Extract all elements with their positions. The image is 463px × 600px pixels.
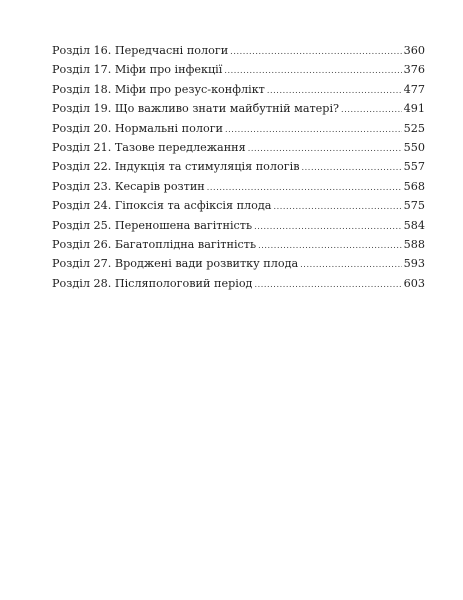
- toc-dot-leader: [230, 42, 401, 61]
- toc-entry-page: 568: [403, 179, 425, 193]
- toc-entry-page: 588: [403, 237, 425, 251]
- toc-entry-page: 550: [403, 140, 425, 154]
- toc-entry-page: 360: [403, 44, 425, 57]
- toc-entry-title: Розділ 17. Міфи про інфекції: [52, 63, 223, 77]
- toc-entry-page: 575: [403, 199, 425, 213]
- toc-dot-leader: [224, 61, 401, 80]
- toc-entry-title: Розділ 24. Гіпоксія та асфіксія плода: [52, 199, 272, 213]
- toc-entry-page: 477: [403, 82, 425, 96]
- toc-entry-page: 593: [403, 257, 425, 271]
- toc-entry: [52, 119, 425, 138]
- toc-dot-leader: [300, 255, 401, 274]
- toc-entry-title: Розділ 26. Багатоплідна вагітність: [52, 237, 257, 251]
- toc-entry-page: 603: [403, 276, 425, 290]
- toc-entry: [52, 60, 425, 79]
- toc-dot-leader: [254, 275, 401, 294]
- toc-entry: [52, 216, 425, 235]
- toc-dot-leader: [341, 100, 402, 119]
- toc-entry-title: Розділ 22. Індукція та стимуляція пологів: [52, 160, 300, 174]
- toc-entry: [52, 80, 425, 99]
- toc-entry-page: 376: [403, 63, 425, 77]
- toc-entry: [52, 177, 425, 196]
- toc-entry-page: 584: [403, 218, 425, 232]
- toc-dot-leader: [267, 81, 402, 100]
- toc-entry: [52, 235, 425, 254]
- toc-dot-leader: [302, 158, 402, 177]
- toc-entry-title: Розділ 25. Переношена вагітність: [52, 218, 253, 232]
- toc-entry-title: Розділ 21. Тазове передлежання: [52, 140, 246, 154]
- toc-entry-title: Розділ 28. Післяпологовий період: [52, 276, 253, 290]
- toc-entry: [52, 41, 425, 60]
- toc-entry-title: Розділ 20. Нормальні пологи: [52, 121, 224, 135]
- table-of-contents: [52, 41, 425, 293]
- toc-dot-leader: [273, 197, 401, 216]
- toc-dot-leader: [207, 178, 402, 197]
- toc-entry-title: Розділ 27. Вроджені вади розвитку плода: [52, 257, 299, 271]
- toc-entry: [52, 196, 425, 215]
- toc-dot-leader: [225, 120, 402, 139]
- toc-dot-leader: [248, 139, 402, 158]
- toc-entry: [52, 274, 425, 293]
- toc-dot-leader: [258, 236, 402, 255]
- toc-entry-page: 525: [403, 121, 425, 135]
- toc-entry-title: Розділ 16. Передчасні пологи: [52, 44, 229, 57]
- toc-entry-title: Розділ 18. Міфи про резус-конфлікт: [52, 82, 265, 96]
- toc-entry-title: Розділ 19. Що важливо знати майбутній матері?: [52, 102, 340, 116]
- toc-entry: [52, 138, 425, 157]
- toc-entry-page: 557: [403, 160, 425, 174]
- toc-entry: [52, 157, 425, 176]
- toc-entry: [52, 254, 425, 273]
- toc-entry-title: Розділ 23. Кесарів розтин: [52, 179, 205, 193]
- toc-entry-page: 491: [403, 102, 425, 116]
- toc-dot-leader: [254, 217, 402, 236]
- toc-entry: [52, 99, 425, 118]
